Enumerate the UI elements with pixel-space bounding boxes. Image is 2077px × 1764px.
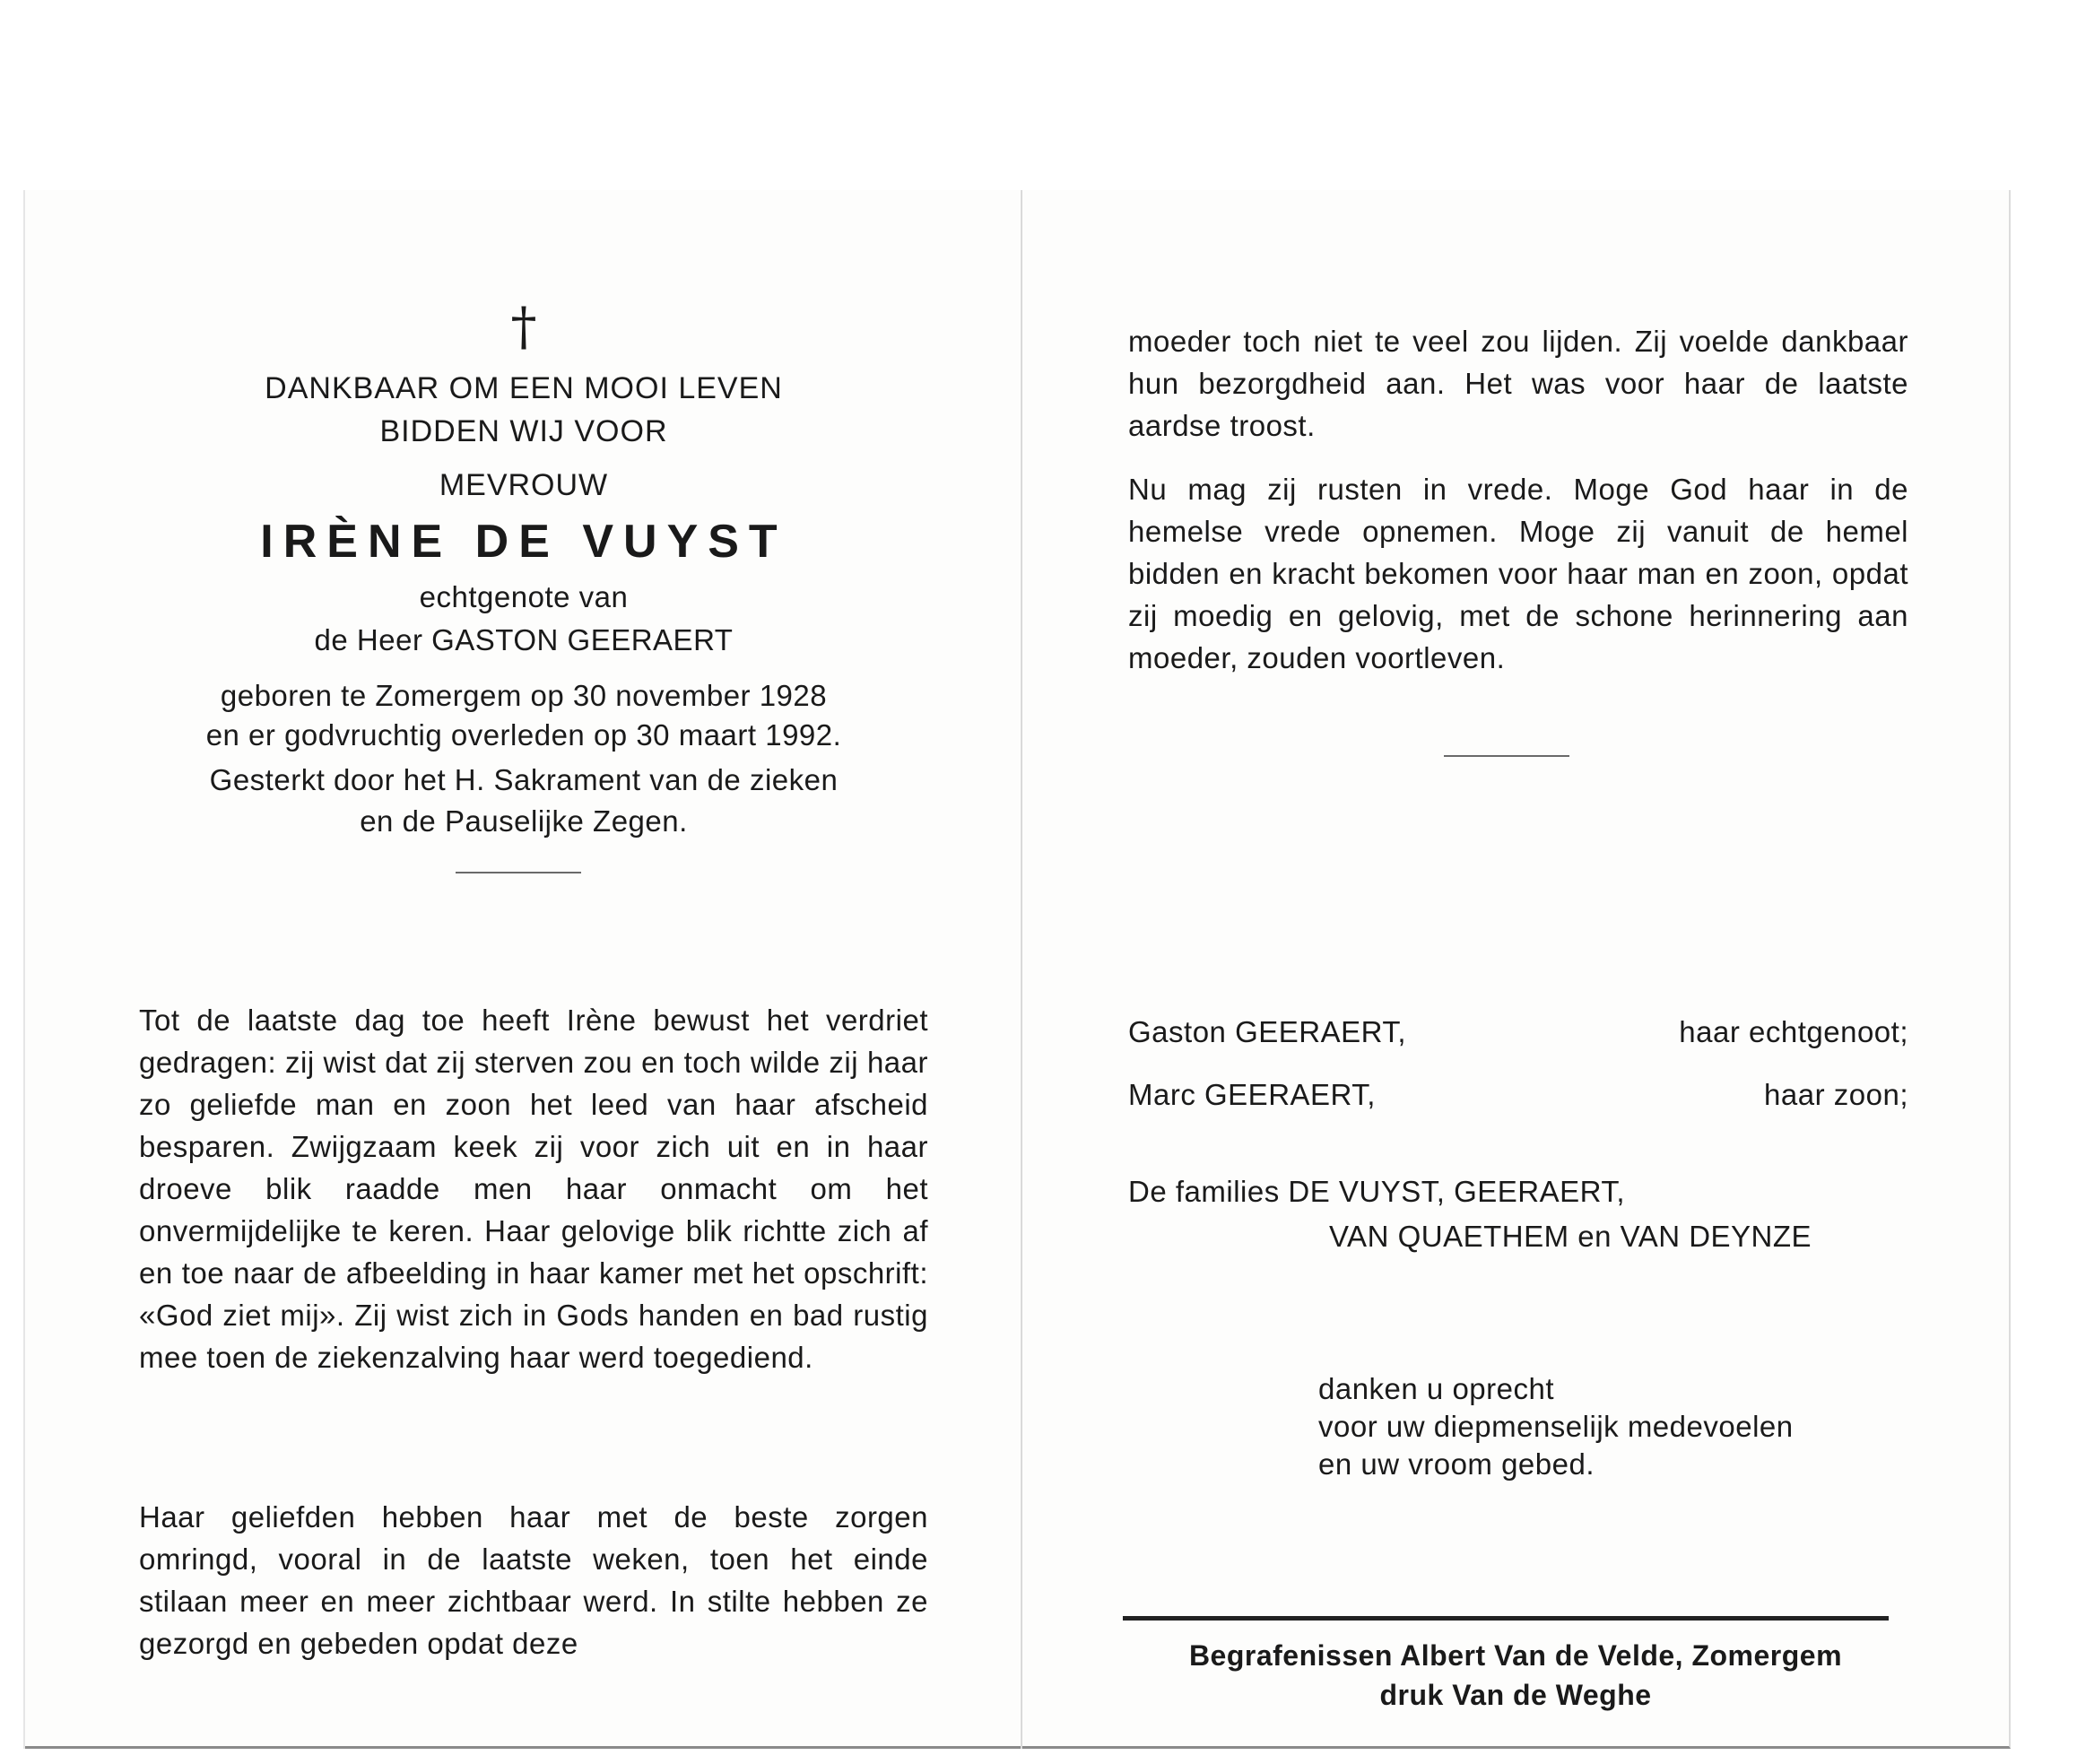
thanks-line-2: voor uw diepmenselijk medevoelen xyxy=(1318,1410,1794,1443)
footer-line-2: druk Van de Weghe xyxy=(1379,1679,1652,1711)
family-member-relation: haar zoon; xyxy=(1764,1078,1908,1111)
spouse-line-2: de Heer GASTON GEERAERT xyxy=(314,623,734,656)
family-member-name: Marc GEERAERT, xyxy=(1128,1078,1376,1111)
family-member-name: Gaston GEERAERT, xyxy=(1128,1015,1407,1048)
footer-line-1: Begrafenissen Albert Van de Velde, Zomergem xyxy=(1188,1639,1843,1672)
families-line-1: De families DE VUYST, GEERAERT, xyxy=(1128,1175,1626,1208)
heading-line-3: MEVROUW xyxy=(439,468,609,502)
death-line: en er godvruchtig overleden op 30 maart 1992. xyxy=(205,718,842,752)
paragraph-2: Haar geliefden hebben haar met de beste zorgen omringd, vooral in de laatste weken, toen het einde stilaan meer en meer zichtbaar werd. In stilte hebben ze gezorgd en gebeden opdat deze xyxy=(139,1500,928,1660)
sacrament-line-1: Gesterkt door het H. Sakrament van de zieken xyxy=(209,763,839,796)
heading-line-1: DANKBAAR OM EEN MOOI LEVEN xyxy=(265,371,783,405)
thanks-line-3: en uw vroom gebed. xyxy=(1318,1447,1595,1481)
paragraph-1: Tot de laatste dag toe heeft Irène bewust het verdriet gedragen: zij wist dat zij sterven zou en toch wilde zij haar zo geliefde man en zoon het leed van haar afscheid besparen. Zwijgzaam keek zij voor zich uit en in haar droeve blik raadde men haar onmacht om het onvermijdelijke te keren. Haar gelovige blik richtte zich af en toe naar de afbeelding in haar kamer met het opschrift: «God ziet mij». Zij wist zich in Gods handen en bad rustig mee toen de ziekenzalving haar werd toegediend. xyxy=(139,1004,928,1374)
family-member-row xyxy=(1128,1011,1908,1053)
footer-divider xyxy=(1123,1616,1889,1621)
right-page xyxy=(1022,190,2011,1749)
sacrament-line-2: en de Pauselijke Zegen. xyxy=(360,804,688,838)
thanks-line-1: danken u oprecht xyxy=(1318,1372,1555,1405)
deceased-name: IRÈNE DE VUYST xyxy=(260,516,787,568)
families-line-2: VAN QUAETHEM en VAN DEYNZE xyxy=(1329,1220,1812,1253)
birth-line: geboren te Zomergem op 30 november 1928 xyxy=(220,679,828,712)
short-divider-right xyxy=(1444,755,1569,757)
family-member-relation: haar echtgenoot; xyxy=(1679,1015,1908,1048)
paragraph-4: Nu mag zij rusten in vrede. Moge God haar in de hemelse vrede opnemen. Moge zij vanuit de hemel bidden en kracht bekomen voor haar man en zoon, opdat zij moedig en gelovig, met de schone herinnering aan moeder, zouden voortleven. xyxy=(1128,473,1908,674)
left-page xyxy=(25,190,1022,1749)
cross-symbol: † xyxy=(510,296,537,357)
family-member-row xyxy=(1128,1073,1908,1116)
short-divider xyxy=(456,872,581,873)
paragraph-3: moeder toch niet te veel zou lijden. Zij voelde dankbaar hun bezorgdheid aan. Het was voor haar de laatste aardse troost. xyxy=(1128,325,1908,442)
heading-line-2: BIDDEN WIJ VOOR xyxy=(379,414,668,448)
spouse-line-1: echtgenote van xyxy=(419,580,629,613)
